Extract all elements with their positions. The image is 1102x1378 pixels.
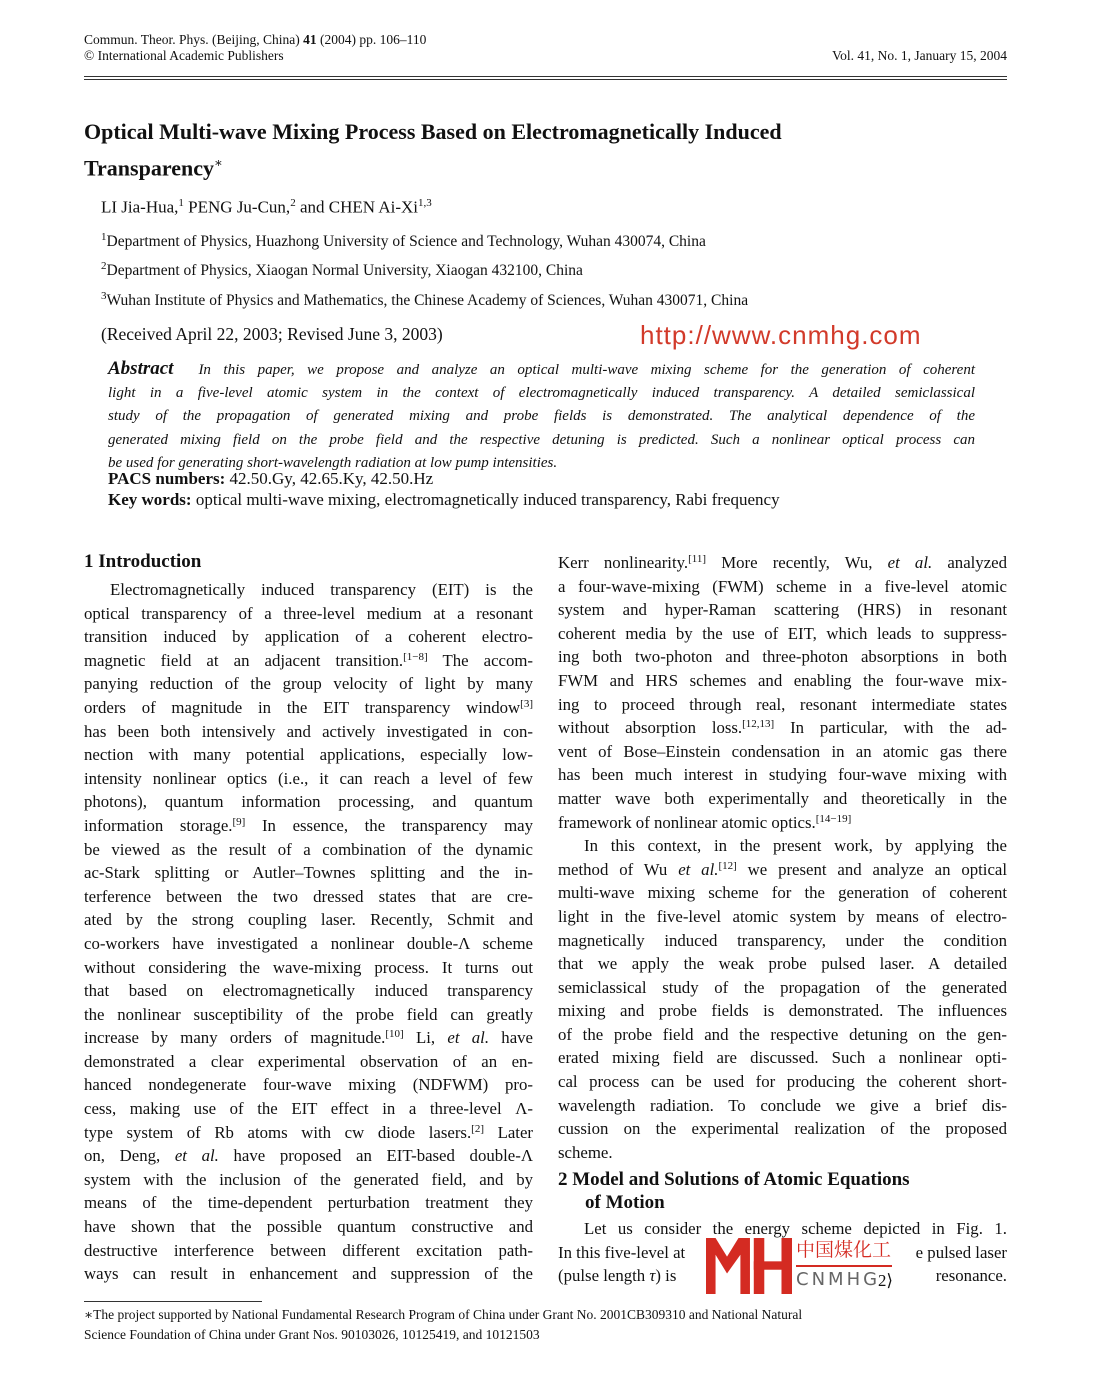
- abstract-label: Abstract: [108, 358, 174, 379]
- issue-info: Vol. 41, No. 1, January 15, 2004: [832, 48, 1007, 63]
- text-line: vent of Bose–Einstein condensation in an atomic gas there: [558, 741, 1007, 761]
- citation-ref[interactable]: [9]: [232, 815, 246, 828]
- keywords-value: optical multi-wave mixing, electromagnetically induced transparency, Rabi frequency: [195, 490, 780, 509]
- journal-name: Commun. Theor. Phys. (Beijing, China): [84, 32, 300, 47]
- text-line: of the probe field and the respective detuning on the gen-: [558, 1024, 1007, 1044]
- text-line: ing both two-photon and three-photon absorptions in both: [558, 647, 1007, 667]
- text-line: intensity nonlinear optics (i.e., it can reach a level of few: [84, 768, 533, 788]
- affil-text: Wuhan Institute of Physics and Mathematics, the Chinese Academy of Sciences, Wuhan 430071, China: [106, 292, 749, 310]
- journal-citation: [84, 32, 426, 48]
- citation-ref[interactable]: [2]: [471, 1122, 484, 1135]
- text-line: mixing and probe fields is demonstrated. The influences: [558, 1001, 1007, 1021]
- text-line: magnetic field at an adjacent transition.[1−8] The accom-: [84, 650, 533, 670]
- author: LI Jia-Hua,: [101, 197, 179, 217]
- affiliation: [101, 260, 583, 280]
- header-rule: [84, 76, 1007, 77]
- text-line: FWM and HRS schemes and enabling the four-wave mix-: [558, 670, 1007, 690]
- logo-divider: [796, 1265, 892, 1267]
- text-line: ac-Stark splitting or Autler–Townes splitting and the in-: [84, 863, 533, 883]
- affil-text: Department of Physics, Huazhong University of Science and Technology, Wuhan 430074, China: [106, 233, 706, 251]
- text-line: hanced nondegenerate four-wave mixing (NDFWM) pro-: [84, 1075, 533, 1095]
- text-fragment: In this five-level at: [558, 1242, 686, 1262]
- citation-ref[interactable]: [14−19]: [815, 812, 852, 825]
- abstract-line: study of the propagation of generated mixing and probe fields is demonstrated. The analytical dependence of the: [108, 408, 975, 425]
- citation-ref[interactable]: [11]: [688, 553, 707, 565]
- text-line: without considering the wave-mixing process. It turns out: [84, 957, 533, 977]
- affil-mark: 3: [101, 290, 107, 302]
- text-line: ing to proceed through real, resonant intermediate states: [558, 694, 1007, 714]
- header-rule: [84, 79, 1007, 80]
- abstract-line: be used for generating short-wavelength radiation at low pump intensities.: [108, 455, 558, 472]
- abstract-line: generated mixing field on the probe field and the respective detuning is predicted. Such a nonlinear optical process can: [108, 431, 975, 448]
- author-affil-mark: 1,3: [417, 197, 432, 209]
- author: and CHEN Ai-Xi: [295, 197, 418, 217]
- text-fragment: resonance.: [935, 1266, 1007, 1286]
- affil-mark: 2: [101, 260, 107, 272]
- affil-mark: 1: [101, 231, 107, 243]
- key-words: [108, 490, 780, 510]
- text-line: have shown that the possible quantum constructive and: [84, 1217, 533, 1237]
- citation-ref[interactable]: [12,13]: [742, 718, 775, 731]
- pages: (2004) pp. 106–110: [320, 32, 427, 47]
- text-line: be viewed as the result of a combination of the dynamic: [84, 839, 533, 859]
- text-line: co-workers have investigated a nonlinear double-Λ scheme: [84, 933, 533, 953]
- citation-ref[interactable]: [3]: [520, 697, 533, 710]
- text-line: on, Deng, et al. have proposed an EIT-based double-Λ: [84, 1146, 533, 1166]
- section-heading: 1 Introduction: [84, 551, 202, 572]
- abstract: [108, 359, 975, 477]
- text-line: terference between the two dressed states that are cre-: [84, 886, 533, 906]
- text-fragment: (pulse length τ) is: [558, 1266, 677, 1286]
- text-line: scheme.: [558, 1142, 613, 1162]
- italic-text: et al.: [447, 1028, 490, 1048]
- left-column: [84, 578, 533, 1286]
- text-line: multi-wave mixing scheme for the generation of coherent: [558, 883, 1007, 903]
- received-dates: (Received April 22, 2003; Revised June 3, 2003): [101, 324, 443, 344]
- section-heading: [558, 1168, 910, 1214]
- text-line: optical transparency of a three-level medium at a resonant: [84, 603, 533, 623]
- text-line: semiclassical study of the propagation of the generated: [558, 977, 1007, 997]
- cnmhg-logo: [706, 1238, 896, 1294]
- text-line: nection with many potential applications, especially low-: [84, 745, 533, 765]
- text-line: light in the five-level atomic system by means of electro-: [558, 906, 1007, 926]
- text-line: Electromagnetically induced transparency (EIT) is the: [110, 580, 533, 599]
- keywords-label: Key words:: [108, 490, 192, 509]
- mh-logo-icon: [706, 1238, 792, 1294]
- text-line: orders of magnitude in the EIT transparency window[3]: [84, 697, 533, 717]
- text-line: method of Wu et al.[12] we present and analyze an optical: [558, 859, 1008, 879]
- text-line: framework of nonlinear atomic optics.[14−19]: [558, 812, 852, 832]
- text-line: system and hyper-Raman scattering (HRS) in resonant: [558, 600, 1007, 620]
- pacs-numbers: [108, 469, 433, 489]
- text-line: type system of Rb atoms with cw diode lasers.[2] Later: [84, 1122, 533, 1142]
- authors: [101, 197, 432, 218]
- pacs-label: PACS numbers:: [108, 469, 226, 488]
- title-footnote-mark: ∗: [213, 155, 223, 170]
- text-line: transition induced by application of a coherent electro-: [84, 627, 533, 647]
- text-line: Kerr nonlinearity.[11] More recently, Wu, et al. analyzed: [558, 553, 1007, 572]
- text-line: system with the inclusion of the generated field, and by: [84, 1169, 533, 1189]
- text-line: In this context, in the present work, by applying the: [584, 836, 1007, 856]
- text-line: that we apply the weak probe pulsed laser. A detailed: [558, 954, 1007, 974]
- text-line: without absorption loss.[12,13] In particular, with the ad-: [558, 718, 1008, 738]
- text-line: cal process can be used for producing the coherent short-: [558, 1072, 1007, 1092]
- publisher: © International Academic Publishers: [84, 48, 284, 63]
- abstract-line: In this paper, we propose and analyze an optical multi-wave mixing scheme for the generation of coherent: [198, 362, 975, 378]
- affiliation: [101, 231, 706, 251]
- text-line: magnetically induced transparency, under the condition: [558, 930, 1007, 950]
- text-line: the nonlinear susceptibility of the probe field can greatly: [84, 1004, 533, 1024]
- footnote: [84, 1305, 1007, 1345]
- section-heading-line: of Motion: [585, 1192, 665, 1213]
- text-line: coherent media by the use of EIT, which leads to suppress-: [558, 623, 1007, 643]
- logo-chinese-text: 中国煤化工: [796, 1239, 892, 1261]
- text-line: demonstrated a clear experimental observation of an en-: [84, 1051, 533, 1071]
- text-line: cussion on the experimental realization of the proposed: [558, 1119, 1007, 1139]
- text-line: information storage.[9] In essence, the transparency may: [84, 815, 534, 835]
- right-column: [558, 551, 1007, 1164]
- title-line: Optical Multi-wave Mixing Process Based on Electromagnetically Induced: [84, 119, 782, 144]
- text-line: has been much interest in studying four-wave mixing with: [558, 765, 1007, 785]
- paper-title: [84, 116, 984, 183]
- text-line: wavelength radiation. To conclude we give a brief dis-: [558, 1095, 1007, 1115]
- author-affil-mark: 2: [290, 197, 296, 209]
- text-line: photons), quantum information processing, and quantum: [84, 792, 533, 812]
- text-line: means of the time-dependent perturbation treatment they: [84, 1193, 533, 1213]
- section-heading-line: 2 Model and Solutions of Atomic Equations: [558, 1169, 910, 1190]
- footnote-rule: [84, 1301, 262, 1302]
- author-affil-mark: 1: [178, 197, 184, 209]
- text-line: ways can result in enhancement and suppression of the: [84, 1264, 533, 1284]
- author: PENG Ju-Cun,: [183, 197, 291, 217]
- footnote-line: Science Foundation of China under Grant Nos. 90103026, 10125419, and 10121503: [84, 1327, 540, 1342]
- italic-text: et al.: [678, 859, 719, 879]
- citation-ref[interactable]: [12]: [718, 859, 737, 872]
- text-line: destructive interference between different excitation path-: [84, 1240, 533, 1260]
- text-line: matter wave both experimentally and theoretically in the: [558, 788, 1007, 808]
- text-fragment: e pulsed laser: [915, 1242, 1007, 1262]
- italic-text: et al.: [174, 1146, 219, 1166]
- text-line: erated mixing field are discussed. Such a nonlinear opti-: [558, 1048, 1007, 1068]
- text-line: a four-wave-mixing (FWM) scheme in a five-level atomic: [558, 576, 1007, 596]
- text-line: panying reduction of the group velocity of light by many: [84, 674, 533, 694]
- ket-fragment: 2⟩: [878, 1271, 893, 1290]
- abstract-line: light in a five-level atomic system in the context of electromagnetically induced transparency. A detailed semiclassical: [108, 384, 975, 401]
- text-line: that based on electromagnetically induced transparency: [84, 981, 533, 1001]
- affil-text: Department of Physics, Xiaogan Normal University, Xiaogan 432100, China: [106, 262, 583, 280]
- title-line: Transparency: [84, 155, 214, 181]
- volume: 41: [303, 32, 317, 47]
- text-line: increase by many orders of magnitude.[10] Li, et al. have: [84, 1028, 533, 1048]
- text-line: ated by the strong coupling laser. Recently, Schmit and: [84, 910, 533, 930]
- pacs-value: 42.50.Gy, 42.65.Ky, 42.50.Hz: [229, 469, 434, 488]
- citation-ref[interactable]: [1−8]: [403, 650, 428, 663]
- text-line: Let us consider the energy scheme depicted in Fig. 1.: [584, 1219, 1007, 1238]
- watermark-url: http://www.cnmhg.com: [640, 320, 922, 350]
- text-line: has been both intensively and actively investigated in con-: [84, 721, 533, 741]
- text-line: cess, making use of the EIT effect in a three-level Λ-: [84, 1099, 533, 1119]
- logo-english-text: CNMHG: [796, 1269, 881, 1290]
- affiliation: [101, 290, 748, 310]
- italic-text: τ: [649, 1266, 656, 1286]
- citation-ref[interactable]: [10]: [385, 1028, 404, 1041]
- italic-text: et al.: [887, 553, 933, 572]
- footnote-line: ∗The project supported by National Fundamental Research Program of China under Grant No. 2001CB309310 and National Natural: [84, 1307, 803, 1322]
